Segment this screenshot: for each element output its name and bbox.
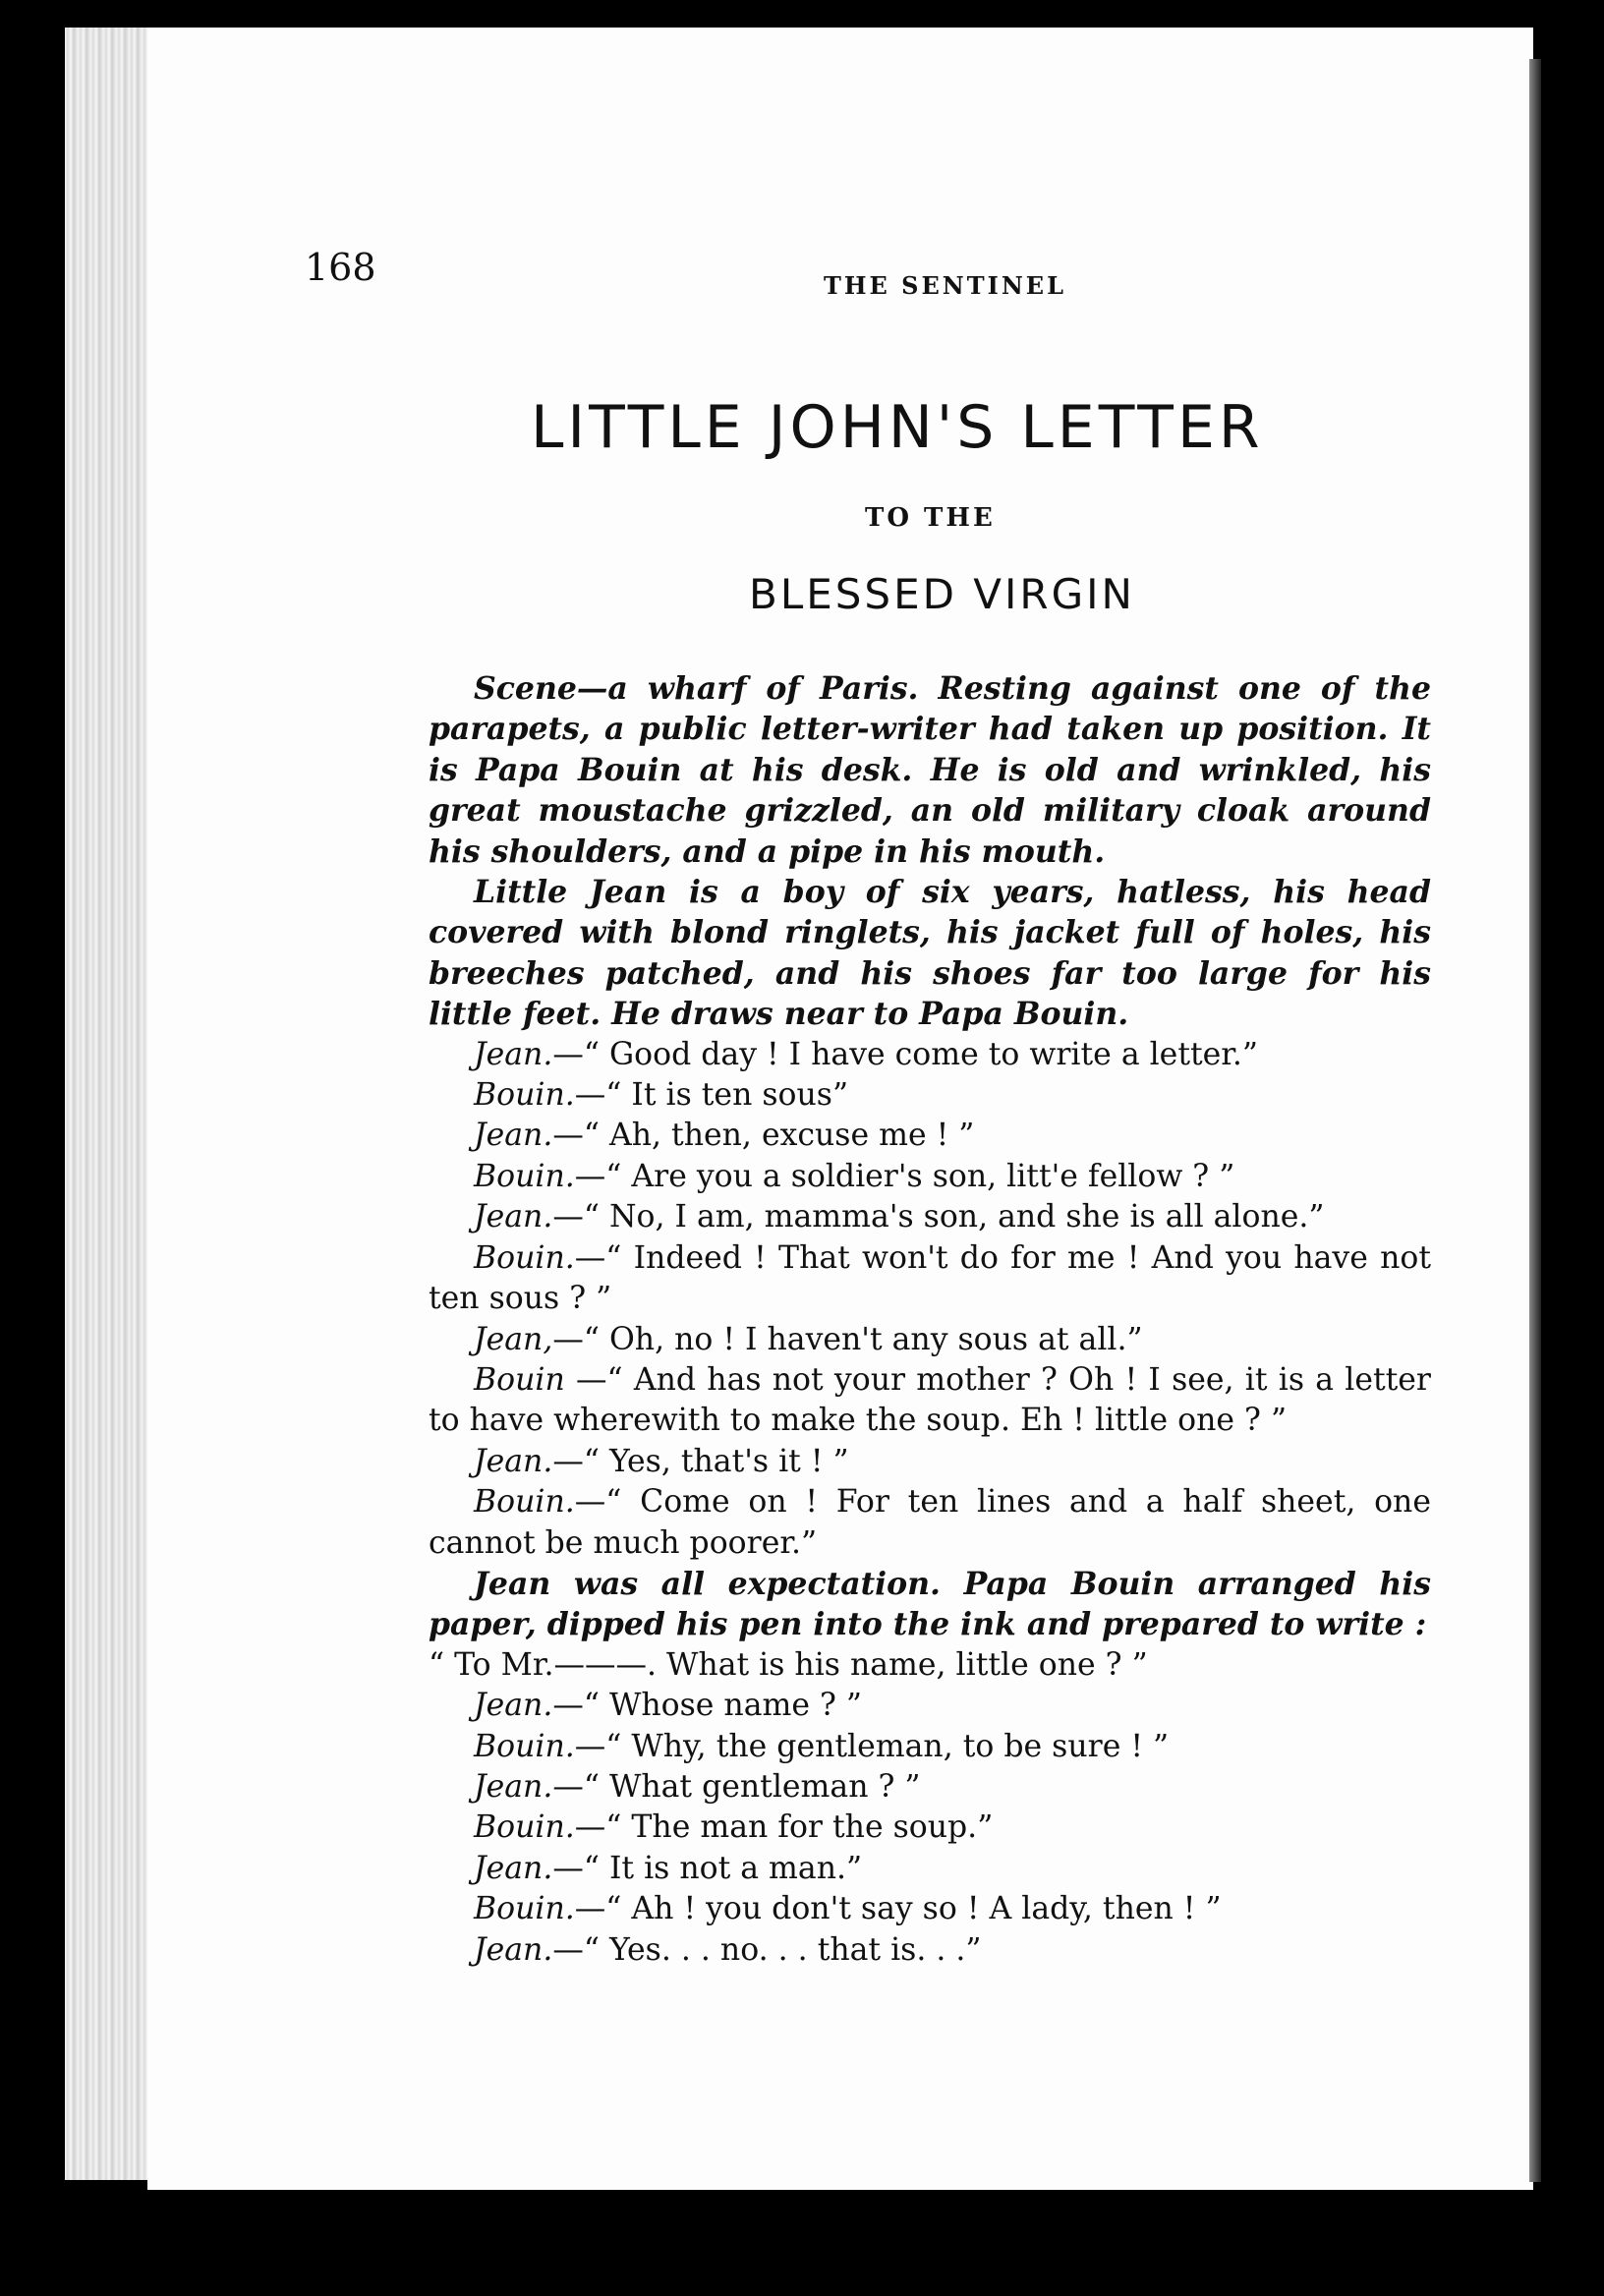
speaker-name: Jean, bbox=[474, 1321, 553, 1357]
article-title: LITTLE JOHN'S LETTER bbox=[531, 393, 1264, 462]
narration-paragraph: Little Jean is a boy of six years, hatless, his head covered with blond ringlets, his jacket full of holes, his breeches patched, and his shoes far too large for his little feet. He draws near to Papa Bouin. bbox=[429, 874, 1431, 1033]
dialogue-text: —“ Ah, then, excuse me ! ” bbox=[552, 1118, 975, 1154]
dialogue-line bbox=[429, 1035, 1431, 1075]
dialogue-text: —“ Whose name ? ” bbox=[552, 1688, 863, 1724]
dialogue-line bbox=[429, 1727, 1431, 1767]
speaker-name: Jean. bbox=[474, 1443, 553, 1479]
running-head: THE SENTINEL bbox=[824, 271, 1066, 300]
dialogue-line bbox=[429, 1320, 1431, 1360]
page-header bbox=[305, 246, 1091, 305]
page-number: 168 bbox=[305, 246, 376, 289]
dialogue-line bbox=[429, 1930, 1431, 1971]
dialogue-line bbox=[429, 1197, 1431, 1237]
dialogue-line bbox=[429, 1238, 1431, 1320]
dialogue-line bbox=[429, 1442, 1431, 1482]
book-right-edge bbox=[1529, 59, 1541, 2182]
speaker-name: Bouin. bbox=[474, 1077, 575, 1114]
speaker-name: Jean. bbox=[474, 1768, 553, 1805]
speaker-name: Bouin. bbox=[474, 1239, 575, 1276]
dialogue-text: —“ The man for the soup.” bbox=[574, 1809, 994, 1846]
dialogue-line bbox=[429, 1157, 1431, 1197]
narration-paragraph: Scene—a wharf of Paris. Resting against one of the parapets, a public letter-writer had taken up position. It is Papa Bouin at his desk. He is old and wrinkled, his great moustache grizzled, an old military cloak around his shoulders, and a pipe in his mouth. bbox=[429, 670, 1431, 870]
dialogue-text: —“ Indeed ! That won't do for me ! And you have not ten sous ? ” bbox=[429, 1239, 1431, 1317]
speaker-name: Jean. bbox=[474, 1118, 553, 1154]
dialogue-line bbox=[429, 1360, 1431, 1442]
dialogue-text: —“ Yes, that's it ! ” bbox=[552, 1443, 849, 1479]
dialogue-line bbox=[429, 1075, 1431, 1116]
speaker-name: Bouin bbox=[474, 1361, 565, 1398]
dialogue-line bbox=[429, 1767, 1431, 1808]
article-subtitle-to: TO THE bbox=[865, 503, 996, 533]
narration-paragraph: Jean was all expectation. Papa Bouin arranged his paper, dipped his pen into the ink and prepared to write : bbox=[429, 1565, 1431, 1643]
speaker-name: Jean. bbox=[474, 1850, 553, 1886]
speaker-name: Jean. bbox=[474, 1931, 553, 1968]
dialogue-text: —“ And has not your mother ? Oh ! I see, it is a letter to have wherewith to make the soup. Eh ! little one ? ” bbox=[429, 1361, 1431, 1439]
dialogue-text: —“ It is not a man.” bbox=[552, 1850, 863, 1886]
speaker-name: Jean. bbox=[474, 1036, 553, 1072]
speaker-name: Bouin. bbox=[474, 1809, 575, 1846]
speaker-name: Jean. bbox=[474, 1199, 553, 1235]
speaker-name: Bouin. bbox=[474, 1891, 575, 1927]
dialogue-text: —“ No, I am, mamma's son, and she is all alone.” bbox=[552, 1199, 1325, 1235]
dialogue-line bbox=[429, 1889, 1431, 1929]
dialogue-line bbox=[429, 1686, 1431, 1726]
dialogue-text: —“ Oh, no ! I haven't any sous at all.” bbox=[552, 1321, 1143, 1357]
dialogue-text: —“ It is ten sous” bbox=[574, 1077, 849, 1114]
speaker-name: Bouin. bbox=[474, 1158, 575, 1194]
dialogue-line bbox=[429, 1808, 1431, 1848]
dialogue-text: —“ Why, the gentleman, to be sure ! ” bbox=[574, 1728, 1170, 1764]
dialogue-text: —“ Good day ! I have come to write a letter.” bbox=[552, 1036, 1258, 1072]
dialogue-text: —“ What gentleman ? ” bbox=[552, 1768, 921, 1805]
speaker-name: Bouin. bbox=[474, 1728, 575, 1764]
speaker-name: Jean. bbox=[474, 1688, 553, 1724]
article-body bbox=[429, 668, 1431, 1971]
dialogue-text: —“ Ah ! you don't say so ! A lady, then ! ” bbox=[574, 1891, 1222, 1927]
dialogue-text: —“ Yes. . . no. . . that is. . .” bbox=[552, 1931, 982, 1968]
dialogue-line bbox=[429, 1482, 1431, 1564]
speaker-name: Bouin. bbox=[474, 1484, 575, 1521]
dialogue-line bbox=[429, 1116, 1431, 1156]
plain-line: “ To Mr.———. What is his name, little one ? ” bbox=[429, 1646, 1148, 1683]
dialogue-text: —“ Come on ! For ten lines and a half sheet, one cannot be much poorer.” bbox=[429, 1484, 1431, 1561]
dialogue-line bbox=[429, 1849, 1431, 1889]
dialogue-text: —“ Are you a soldier's son, litt'e fellow ? ” bbox=[574, 1158, 1235, 1194]
article-subtitle-virgin: BLESSED VIRGIN bbox=[749, 570, 1135, 618]
